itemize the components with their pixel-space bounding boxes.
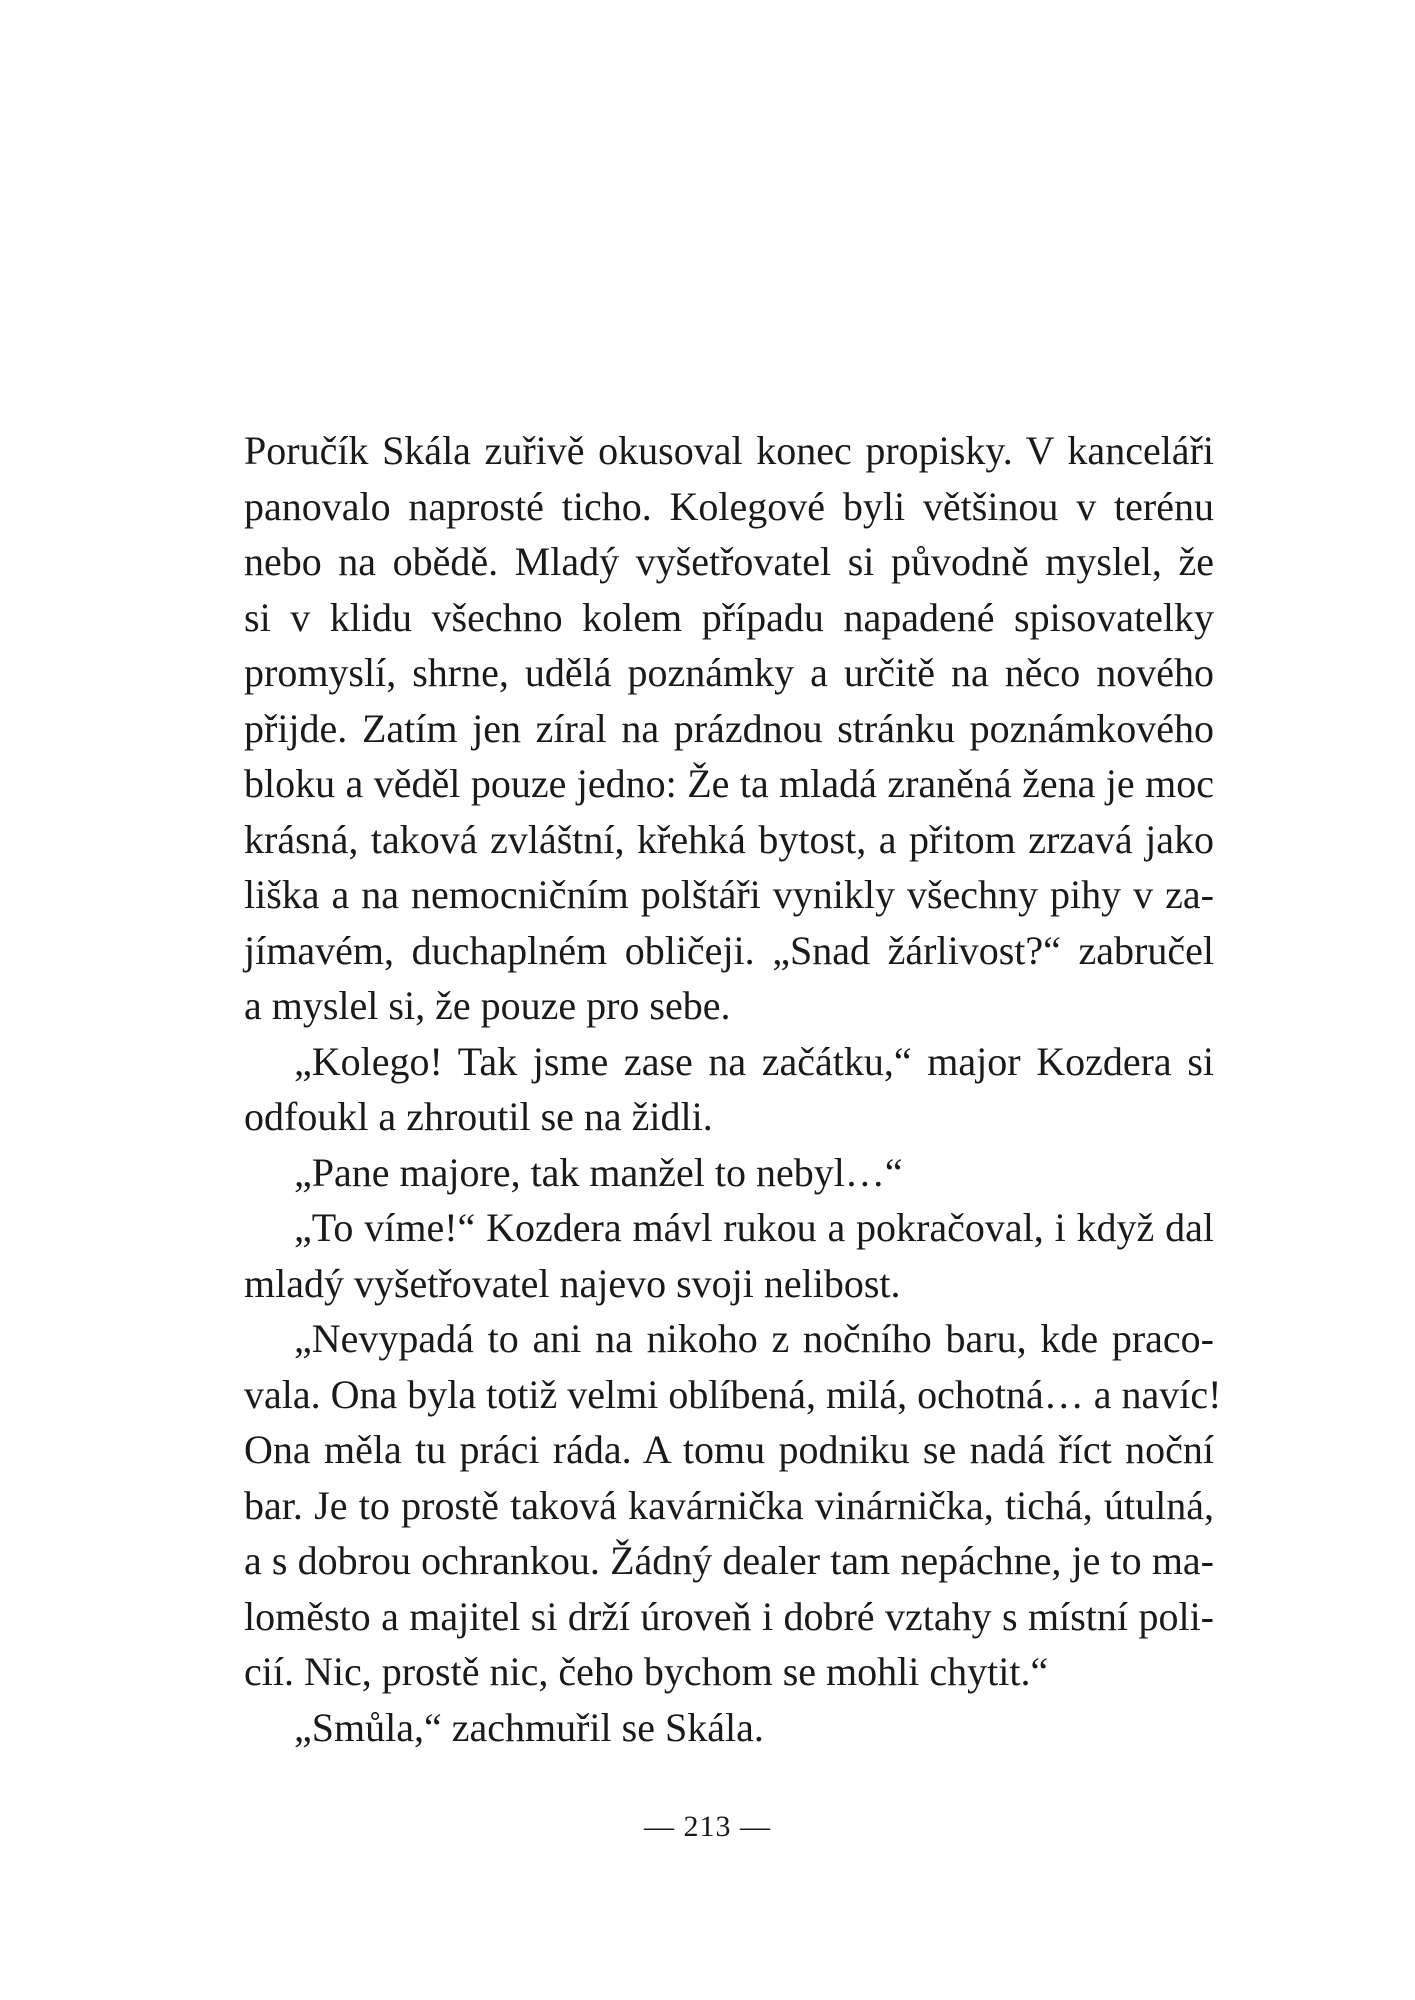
text-line: vala. Ona byla totiž velmi oblíbená, milá, ochotná… a navíc! — [244, 1371, 1222, 1417]
text-line: odfoukl a zhroutil se na židli. — [244, 1094, 713, 1139]
text-line: loměsto a majitel si drží úroveň i dobré vztahy s místní poli- — [244, 1593, 1214, 1639]
text-line: přijde. Zatím jen zíral na prázdnou stránku poznámkového — [244, 705, 1214, 751]
text-line: „Smůla,“ zachmuřil se Skála. — [294, 1704, 764, 1750]
text-line: panovalo naprosté ticho. Kolegové byli většinou v terénu — [244, 483, 1214, 529]
text-line: si v klidu všechno kolem případu napadené spisovatelky — [244, 594, 1214, 640]
text-line: a myslel si, že pouze pro sebe. — [244, 983, 731, 1028]
text-line: Poručík Skála zuřivě okusoval konec propisky. V kanceláři — [244, 428, 1214, 473]
text-line: promyslí, shrne, udělá poznámky a určitě na něco nového — [244, 650, 1214, 695]
page-number: — 213 — — [644, 1810, 771, 1843]
text-line: cií. Nic, prostě nic, čeho bychom se mohli chytit.“ — [244, 1649, 1049, 1694]
text-line: bar. Je to prostě taková kavárnička vinárnička, tichá, útulná, — [244, 1482, 1214, 1528]
text-line: „To víme!“ Kozdera mávl rukou a pokračoval, i když dal — [294, 1205, 1214, 1250]
text-line: jímavém, duchaplném obličeji. „Snad žárlivost?“ zabručel — [244, 927, 1214, 973]
text-line: liška a na nemocničním polštáři vynikly všechny pihy v za- — [244, 872, 1214, 917]
text-line: a s dobrou ochrankou. Žádný dealer tam nepáchne, je to ma- — [244, 1538, 1214, 1583]
text-line: mladý vyšetřovatel najevo svoji nelibost. — [244, 1260, 901, 1306]
text-line: „Pane majore, tak manžel to nebyl…“ — [294, 1149, 903, 1195]
body-text — [244, 423, 1222, 1755]
text-line: „Nevypadá to ani na nikoho z nočního baru, kde praco- — [294, 1316, 1214, 1361]
text-line: krásná, taková zvláštní, křehká bytost, a přitom zrzavá jako — [244, 816, 1214, 862]
text-line: Ona měla tu práci ráda. A tomu podniku se nadá říct noční — [244, 1427, 1214, 1472]
text-line: bloku a věděl pouze jedno: Že ta mladá zraněná žena je moc — [244, 761, 1214, 806]
text-line: nebo na obědě. Mladý vyšetřovatel si původně myslel, že — [244, 539, 1214, 584]
text-line: „Kolego! Tak jsme zase na začátku,“ major Kozdera si — [294, 1038, 1214, 1084]
